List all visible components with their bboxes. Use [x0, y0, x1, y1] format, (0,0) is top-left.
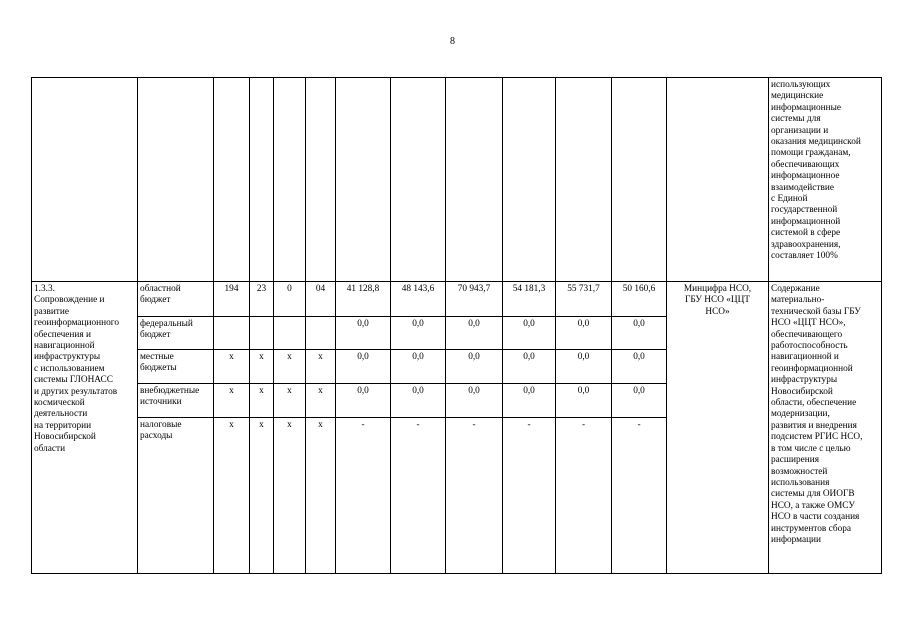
empty-cell: [250, 78, 274, 282]
value-cell: 0,0: [446, 350, 503, 384]
empty-cell: [391, 78, 446, 282]
code-grbs: 194: [214, 282, 250, 317]
code-gp: x: [250, 384, 274, 418]
page-number: 8: [450, 36, 455, 47]
value-cell: 55 731,7: [556, 282, 612, 317]
funding-source: областной бюджет: [138, 282, 214, 317]
measure-name: Сопровождение и развитие геоинформационного обеспечения и навигационной инфраструктуры с использованием системы ГЛОНАСС и других результатов космической деятельности на территории Новосибирской области: [34, 295, 119, 454]
empty-cell: [503, 78, 556, 282]
empty-cell: [336, 78, 391, 282]
code-om: [306, 317, 336, 350]
value-cell: 0,0: [612, 350, 667, 384]
value-cell: -: [503, 418, 556, 574]
code-pgp: x: [274, 350, 306, 384]
value-cell: 50 160,6: [612, 282, 667, 317]
funding-source: налоговые расходы: [138, 418, 214, 574]
code-grbs: x: [214, 384, 250, 418]
empty-cell: [138, 78, 214, 282]
empty-cell: [274, 78, 306, 282]
code-om: x: [306, 384, 336, 418]
code-om: x: [306, 350, 336, 384]
empty-cell: [32, 78, 138, 282]
empty-cell: [612, 78, 667, 282]
code-grbs: [214, 317, 250, 350]
value-cell: 0,0: [391, 317, 446, 350]
code-gp: [250, 317, 274, 350]
value-cell: 0,0: [336, 384, 391, 418]
measure-number: 1.3.3.: [34, 284, 55, 294]
code-pgp: x: [274, 418, 306, 574]
value-cell: -: [336, 418, 391, 574]
value-cell: 54 181,3: [503, 282, 556, 317]
value-cell: 0,0: [556, 317, 612, 350]
code-pgp: x: [274, 384, 306, 418]
value-cell: 41 128,8: [336, 282, 391, 317]
code-om: x: [306, 418, 336, 574]
value-cell: -: [612, 418, 667, 574]
value-cell: 0,0: [446, 384, 503, 418]
value-cell: 0,0: [612, 317, 667, 350]
value-cell: 48 143,6: [391, 282, 446, 317]
value-cell: -: [556, 418, 612, 574]
value-cell: 0,0: [503, 317, 556, 350]
value-cell: -: [391, 418, 446, 574]
empty-cell: [556, 78, 612, 282]
value-cell: 0,0: [391, 350, 446, 384]
code-gp: 23: [250, 282, 274, 317]
funding-source: федеральный бюджет: [138, 317, 214, 350]
funding-source: местные бюджеты: [138, 350, 214, 384]
value-cell: 0,0: [446, 317, 503, 350]
empty-cell: [667, 78, 769, 282]
value-cell: 0,0: [556, 384, 612, 418]
empty-cell: [446, 78, 503, 282]
value-cell: 0,0: [556, 350, 612, 384]
code-gp: x: [250, 418, 274, 574]
value-cell: 0,0: [391, 384, 446, 418]
code-grbs: x: [214, 418, 250, 574]
code-grbs: x: [214, 350, 250, 384]
table-row: [32, 282, 882, 317]
executors-cell: Минцифра НСО, ГБУ НСО «ЦЦТ НСО»: [667, 282, 769, 574]
empty-cell: [214, 78, 250, 282]
value-cell: 0,0: [336, 350, 391, 384]
code-pgp: [274, 317, 306, 350]
value-cell: 0,0: [336, 317, 391, 350]
code-pgp: 0: [274, 282, 306, 317]
value-cell: 0,0: [503, 350, 556, 384]
code-om: 04: [306, 282, 336, 317]
funding-source: внебюджетные источники: [138, 384, 214, 418]
measure-cell: [32, 282, 138, 574]
expected-result-cell: Содержание материально- технической базы ГБУ НСО «ЦЦТ НСО», обеспечивающего работоспособность навигационной и геоинформационной инфраструктуры Новосибирской области, обеспечение модернизации, развития и внедрения подсистем РГИС НСО, в том числе с целью расширения возможностей использования системы для ОИОГВ НСО, а также ОМСУ НСО в части создания инструментов сбора информации: [769, 282, 882, 574]
value-cell: 0,0: [503, 384, 556, 418]
value-cell: 70 943,7: [446, 282, 503, 317]
program-table: [31, 77, 882, 574]
code-gp: x: [250, 350, 274, 384]
continuation-row: [32, 78, 882, 282]
empty-cell: [306, 78, 336, 282]
value-cell: -: [446, 418, 503, 574]
continuation-indicator-text: использующих медицинские информационные системы для организации и оказания медицинской помощи гражданам, обеспечивающих информационное взаимодействие с Единой государственной информационной системой в сфере здравоохранения, составляет 100%: [769, 78, 882, 282]
value-cell: 0,0: [612, 384, 667, 418]
